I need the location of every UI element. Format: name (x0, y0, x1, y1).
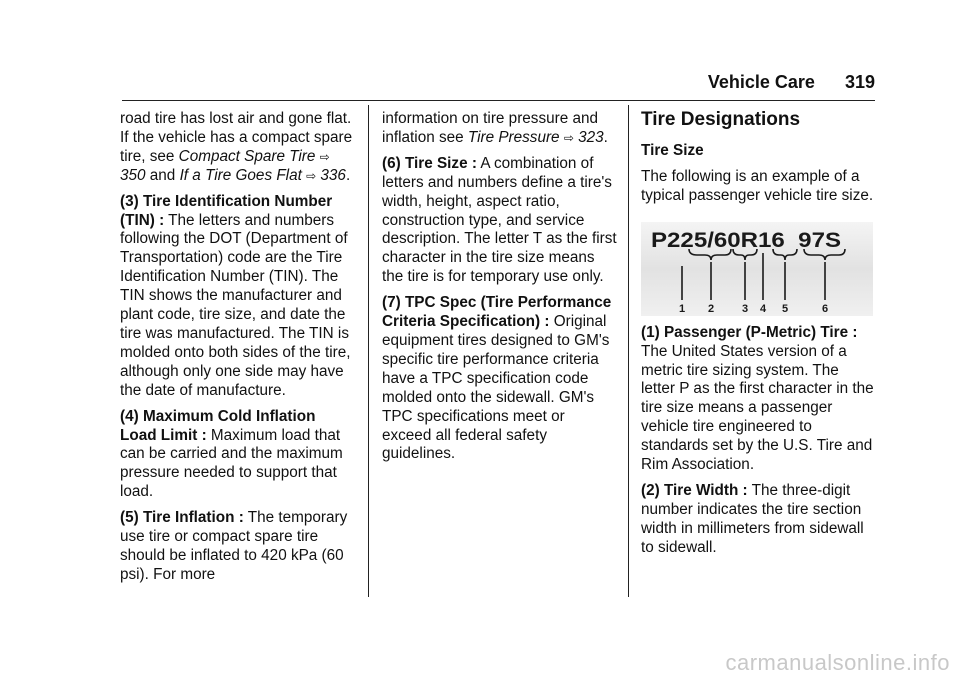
paragraph-load-limit: (4) Maximum Cold Inflation Load Limit : Maximum load that can be carried and the maximum pressure needed to support that load. (120, 407, 343, 501)
callout-1: 1 (678, 302, 686, 315)
page-ref-arrow-icon: ⇨ (319, 149, 330, 164)
term-load-limit: (4) Maximum Cold Inflation Load Limit : (120, 407, 316, 444)
tire-size-diagram (641, 222, 873, 316)
link-compact-spare-tire[interactable]: Compact Spare Tire (178, 147, 316, 165)
callout-5: 5 (781, 302, 789, 315)
section-heading-tire-designations: Tire Designations (641, 109, 801, 130)
subheading-tire-size: Tire Size (641, 142, 704, 159)
page-number: 319 (844, 72, 875, 92)
term-passenger-tire: (1) Passenger (P-Metric) Tire : (641, 323, 858, 341)
page-ref-336[interactable]: 336 (320, 166, 346, 184)
link-tire-goes-flat[interactable]: If a Tire Goes Flat (179, 166, 302, 184)
page-ref-arrow-icon: ⇨ (306, 168, 317, 183)
callout-3: 3 (741, 302, 749, 315)
page-ref-350[interactable]: 350 (120, 166, 146, 184)
term-tire-size: (6) Tire Size : (382, 154, 477, 172)
paragraph-passenger-tire: (1) Passenger (P-Metric) Tire : The United States version of a metric tire sizing system. The letter P as the first character in the tire size means a passenger vehicle tire engineered to standards set by the U.S. Tire and Rim Association. (641, 323, 874, 474)
paragraph-tire-size-intro: The following is an example of a typical passenger vehicle tire size. (641, 167, 874, 204)
term-tire-inflation: (5) Tire Inflation : (120, 509, 244, 527)
term-tire-width: (2) Tire Width : (641, 481, 748, 499)
tire-size-code: P225/60R16 97S (651, 228, 841, 252)
paragraph-tin: (3) Tire Identification Number (TIN) : The letters and numbers following the DOT (Department of Transportation) code are the Tire Identification Number (TIN). The TIN shows the manufacturer and plant code, tire size, and date the tire was manufactured. The TIN is molded onto both sides of the tire, although only one side may have the date of manufacture. (120, 192, 351, 399)
column-divider-1 (368, 105, 369, 597)
paragraph-tire-width: (2) Tire Width : The three-digit number indicates the tire section width in millimeters from sidewall to sidewall. (641, 481, 864, 556)
callout-4: 4 (759, 302, 767, 315)
column-divider-2 (628, 105, 629, 597)
watermark: carmanualsonline.info (725, 650, 950, 675)
column-2 (382, 110, 618, 471)
section-title: Vehicle Care (707, 72, 815, 92)
column-3 (641, 108, 877, 565)
paragraph-flat-tire: road tire has lost air and gone flat. If the vehicle has a compact spare tire, see Compact Spare Tire ⇨ 350 and If a Tire Goes Flat ⇨ 336. (120, 110, 353, 184)
term-tpc-spec: (7) TPC Spec (Tire Performance Criteria Specification) : (382, 294, 612, 331)
paragraph-inflation-info: information on tire pressure and inflation see Tire Pressure ⇨ 323. (382, 110, 608, 146)
callout-2: 2 (707, 302, 715, 315)
callout-6: 6 (821, 302, 829, 315)
term-tin: (3) Tire Identification Number (TIN) : (120, 192, 333, 229)
paragraph-tpc-spec: (7) TPC Spec (Tire Performance Criteria Specification) : Original equipment tires designed to GM's specific tire performance criteria have a TPC specification code molded onto the sidewall. GM's TPC specifications meet or exceed all federal safety guidelines. (382, 294, 612, 463)
column-1 (120, 110, 356, 592)
paragraph-tire-inflation: (5) Tire Inflation : The temporary use tire or compact spare tire should be inflated to 420 kPa (60 psi). For more (120, 509, 348, 583)
paragraph-tire-size: (6) Tire Size : A combination of letters and numbers define a tire's width, height, aspect ratio, construction type, and service description. The letter T as the first character in the tire size means the tire is for temporary use only. (382, 154, 617, 286)
header-rule (122, 100, 875, 101)
link-tire-pressure[interactable]: Tire Pressure (467, 128, 560, 146)
page-header (0, 72, 875, 93)
page-ref-arrow-icon: ⇨ (563, 130, 574, 145)
page-ref-323[interactable]: 323 (578, 128, 604, 146)
